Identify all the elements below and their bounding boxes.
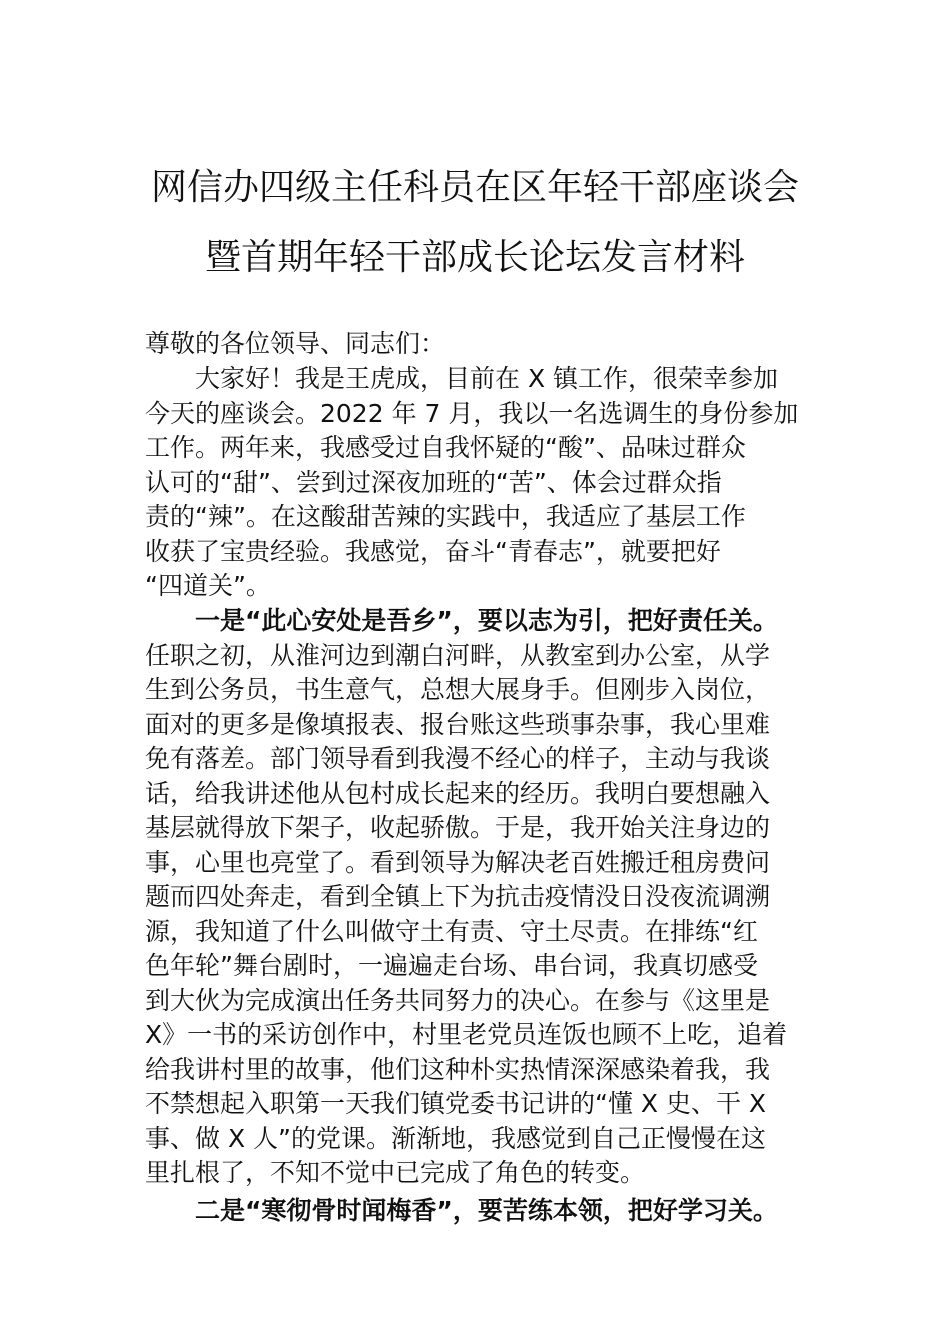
paragraph-line: 里扎根了，不知不觉中已完成了角色的转变。: [145, 1158, 646, 1187]
paragraph-line: 责的“辣”。在这酸甜苦辣的实践中，我适应了基层工作: [145, 502, 746, 531]
paragraph-line: 大家好！我是王虎成，目前在 X 镇工作，很荣幸参加: [195, 364, 779, 393]
paragraph-line: 面对的更多是像填报表、报台账这些琐事杂事，我心里难: [145, 709, 771, 739]
paragraph-line: 不禁想起入职第一天我们镇党委书记讲的“懂 X 史、干 X: [145, 1089, 767, 1118]
paragraph-line: 今天的座谈会。2022 年 7 月，我以一名选调生的身份参加: [145, 398, 799, 428]
paragraph-line: 话，给我讲述他从包村成长起来的经历。我明白要想融入: [145, 778, 771, 808]
paragraph-line: 免有落差。部门领导看到我漫不经心的样子，主动与我谈: [145, 744, 771, 773]
document-title-line-1: 网信办四级主任科员在区年轻干部座谈会: [150, 167, 799, 208]
section-heading-2: 二是“寒彻骨时闻梅香”，要苦练本领，把好学习关。: [195, 1196, 778, 1225]
salutation-text: 尊敬的各位领导、同志们：: [145, 329, 446, 358]
paragraph-line: 收获了宝贵经验。我感觉，奋斗“青春志”，就要把好: [145, 536, 721, 566]
paragraph-line: 生到公务员，书生意气，总想大展身手。但刚步入岗位，: [145, 675, 771, 704]
salutation: [145, 327, 815, 362]
paragraph-line: 到大伙为完成演出任务共同努力的决心。在参与《这里是: [145, 985, 771, 1015]
paragraph-line: 任职之初，从淮河边到潮白河畔，从教室到办公室，从学: [145, 640, 771, 670]
paragraph-line: 工作。两年来，我感受过自我怀疑的“酸”、品味过群众: [145, 433, 746, 462]
paragraph-study: [145, 1194, 815, 1229]
paragraph-line: “四道关”。: [145, 571, 271, 600]
paragraph-line: 基层就得放下架子，收起骄傲。于是，我开始关注身边的: [145, 813, 771, 842]
paragraph-intro: [145, 362, 815, 604]
paragraph-line: 给我讲村里的故事，他们这种朴实热情深深感染着我，我: [145, 1054, 771, 1084]
section-heading-1: 一是“此心安处是吾乡”，要以志为引，把好责任关。: [195, 606, 778, 635]
document-title-line-2: 暨首期年轻干部成长论坛发言材料: [204, 237, 745, 278]
paragraph-line: 题而四处奔走，看到全镇上下为抗击疫情没日没夜流调溯: [145, 882, 771, 911]
paragraph-responsibility: [145, 604, 815, 1191]
paragraph-line: 色年轮”舞台剧时，一遍遍走台场、串台词，我真切感受: [145, 951, 758, 980]
paragraph-line: 事，心里也亮堂了。看到领导为解决老百姓搬迁租房费问: [145, 847, 771, 877]
paragraph-line: 源，我知道了什么叫做守土有责、守土尽责。在排练“红: [145, 916, 758, 946]
paragraph-line: 事、做 X 人”的党课。渐渐地，我感觉到自己正慢慢在这: [145, 1123, 766, 1153]
paragraph-line: 认可的“甜”、尝到过深夜加班的“苦”、体会过群众指: [145, 467, 722, 497]
paragraph-line: X》一书的采访创作中，村里老党员连饭也顾不上吃，追着: [145, 1020, 788, 1049]
